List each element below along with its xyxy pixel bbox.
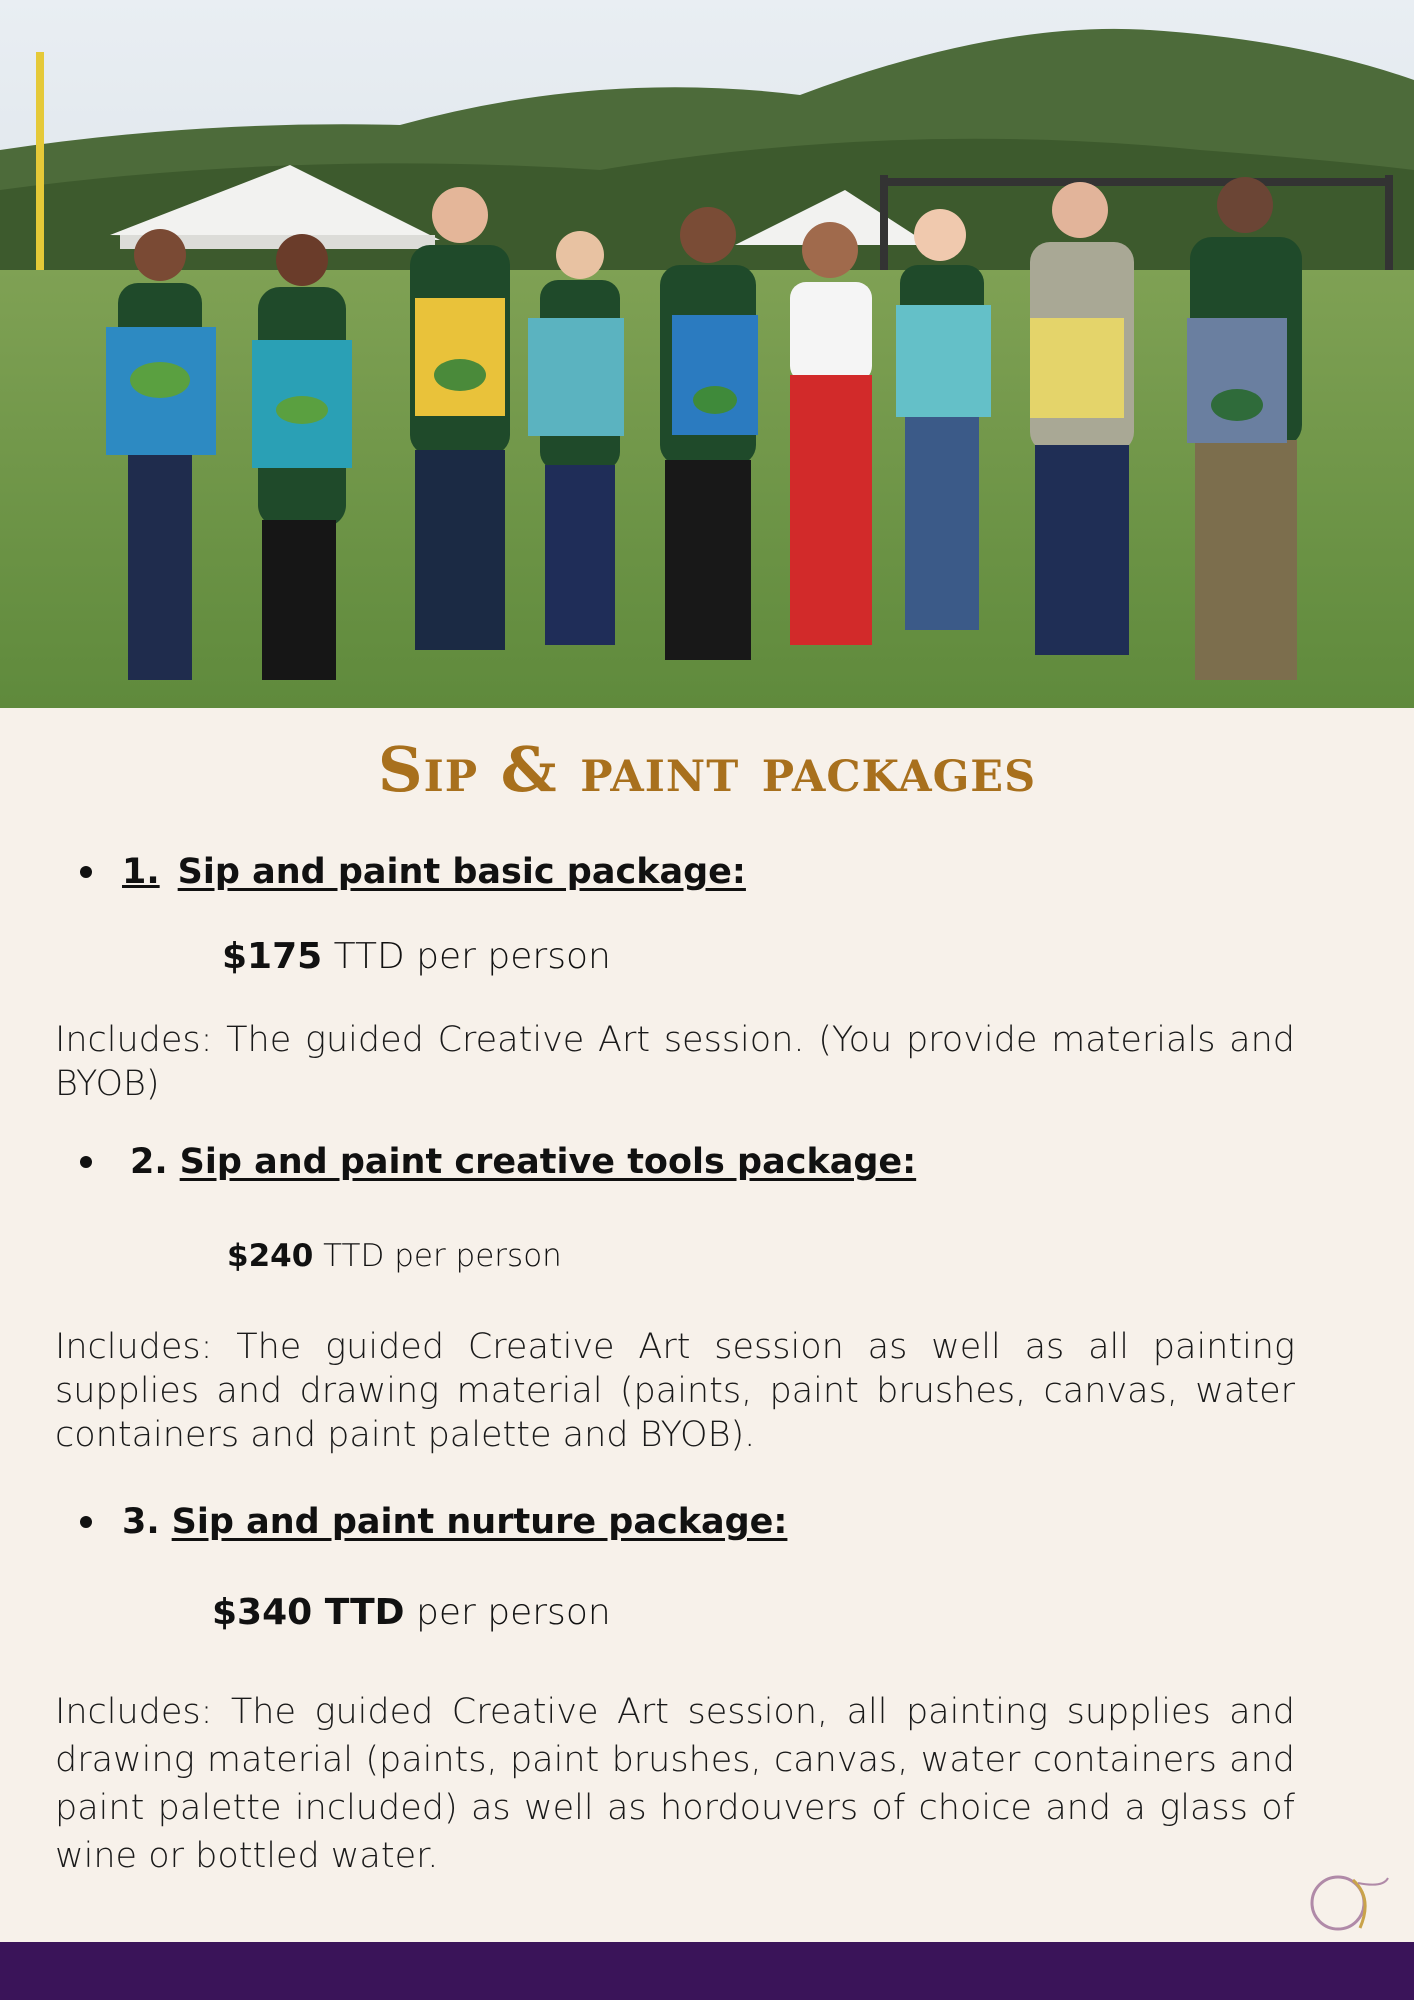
package-3-price: [212, 1592, 611, 1633]
group-photo-with-paintings-icon: [0, 0, 1414, 708]
brand-logo-icon: [1298, 1868, 1398, 1938]
package-name: Sip and paint basic package:: [177, 852, 746, 892]
package-3-includes: Includes: The guided Creative Art session, all painting supplies and drawing material (paints, paint brushes, canvas, water containers and paint palette included) as well as hordouvers of choice and a glass of wine or bottled water.: [55, 1692, 1295, 1876]
bullet-icon: [80, 1156, 92, 1168]
price-suffix: per person: [416, 1592, 611, 1633]
package-number: 3.: [122, 1502, 160, 1542]
package-1-heading: [80, 852, 746, 892]
package-2-heading: [80, 1142, 916, 1182]
price-suffix: TTD per person: [333, 936, 611, 977]
package-3-heading: [80, 1502, 787, 1542]
bullet-icon: [80, 1516, 92, 1528]
package-number: 1.: [122, 852, 160, 892]
price-amount: $175: [222, 936, 323, 977]
package-1-price: [222, 936, 611, 977]
price-amount: $240: [227, 1238, 314, 1274]
bullet-icon: [80, 866, 92, 878]
price-suffix: TTD per person: [323, 1238, 562, 1274]
page-title: Sip & paint packages: [377, 733, 1037, 806]
package-2-includes: Includes: The guided Creative Art session as well as all painting supplies and drawing material (paints, paint brushes, canvas, water containers and paint palette and BYOB).: [55, 1327, 1295, 1455]
package-name: Sip and paint creative tools package:: [179, 1142, 917, 1182]
package-name: Sip and paint nurture package:: [171, 1502, 788, 1542]
package-2-price: [227, 1238, 562, 1274]
hero-photo: [0, 0, 1414, 708]
footer-bar: [0, 1942, 1414, 2000]
price-amount: $340 TTD: [212, 1592, 405, 1633]
package-number: 2.: [130, 1142, 168, 1182]
package-1-includes: Includes: The guided Creative Art session. (You provide materials and BYOB): [55, 1020, 1295, 1104]
